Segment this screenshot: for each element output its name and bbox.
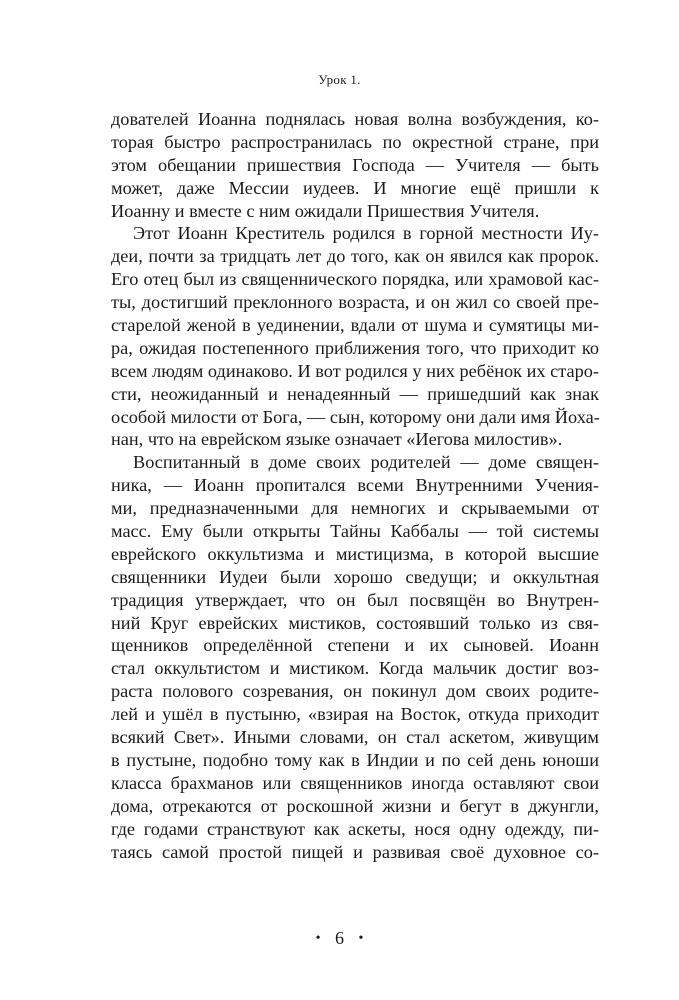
text-line: дователей Иоанна поднялась новая волна возбуждения, ко- — [111, 109, 599, 129]
text-line: традиция утверждает, что он был посвящён во Внутрен- — [111, 589, 599, 610]
text-line: где годами странствуют как аскеты, нося одну одежду, пи- — [111, 818, 599, 839]
text-line: Этот Иоанн Креститель родился в горной местности Иу- — [133, 223, 599, 244]
text-line: лей и ушёл в пустыню, «взирая на Восток, откуда приходит — [111, 704, 599, 725]
text-line: особой милости от Бога, — сын, которому они дали имя Йоха- — [111, 406, 600, 427]
text-line: ра, ожидая постепенного приближения того, что приходит ко — [111, 337, 599, 358]
page-footer — [0, 928, 679, 949]
text-line: торая быстро распространилась по окрестной стране, при — [111, 131, 599, 152]
text-line: всем людям одинаково. И вот родился у них ребёнок их старо- — [111, 360, 599, 381]
text-line: этом обещании пришествия Господа — Учителя — быть — [111, 154, 599, 175]
text-line: щенников определённой степени и их сыновей. Иоанн — [111, 635, 599, 656]
text-line: ми, предназначенными для немногих и скрываемыми от — [111, 498, 599, 519]
text-line: ний Круг еврейских мистиков, состоявший только из свя- — [111, 612, 599, 633]
text-line: Его отец был из священнического порядка, или храмовой кас- — [111, 269, 599, 290]
text-line: ты, достигший преклонного возраста, и он жил со своей пре- — [111, 292, 599, 313]
text-line: раста полового созревания, он покинул дом своих родите- — [111, 681, 599, 702]
text-line: нан, что на еврейском языке означает «Иегова милостив». — [111, 429, 563, 450]
text-line: всякий Свет». Иными словами, он стал аскетом, живущим — [111, 727, 599, 748]
text-line: старелой женой в уединении, вдали от шума и сумятицы ми- — [111, 315, 599, 336]
bullet-ornament-icon: • — [315, 931, 321, 946]
text-line: Иоанну и вместе с ним ожидали Пришествия Учителя. — [111, 200, 540, 221]
bullet-ornament-icon: • — [358, 931, 364, 946]
text-line: может, даже Мессии иудеев. И многие ещё пришли к — [111, 177, 599, 198]
text-line: класса брахманов или священников иногда оставляют свои — [111, 772, 599, 793]
paragraph — [111, 222, 599, 451]
paragraph — [111, 108, 599, 222]
text-line: масс. Ему были открыты Тайны Каббалы — той системы — [111, 521, 599, 542]
text-line: стал оккультистом и мистиком. Когда мальчик достиг воз- — [111, 658, 599, 679]
page-number: 6 — [335, 928, 344, 948]
text-line: дома, отрекаются от роскошной жизни и бегут в джунгли, — [111, 795, 599, 816]
text-line: священники Иудеи были хорошо сведущи; и оккультная — [111, 566, 599, 587]
paragraph — [111, 451, 599, 863]
text-line: сти, неожиданный и ненадеянный — пришедший как знак — [111, 383, 599, 404]
text-line: в пустыне, подобно тому как в Индии и по сей день юноши — [111, 749, 599, 770]
body-text — [111, 108, 599, 863]
text-line: ника, — Иоанн пропитался всеми Внутренними Учения- — [111, 475, 599, 496]
text-line: деи, почти за тридцать лет до того, как он явился как пророк. — [111, 246, 599, 267]
text-line: еврейского оккультизма и мистицизма, в которой высшие — [111, 543, 599, 564]
text-line: таясь самой простой пищей и развивая своё духовное со- — [111, 841, 599, 862]
running-head: Урок 1. — [318, 72, 361, 87]
text-line: Воспитанный в доме своих родителей — доме священ- — [133, 452, 599, 473]
